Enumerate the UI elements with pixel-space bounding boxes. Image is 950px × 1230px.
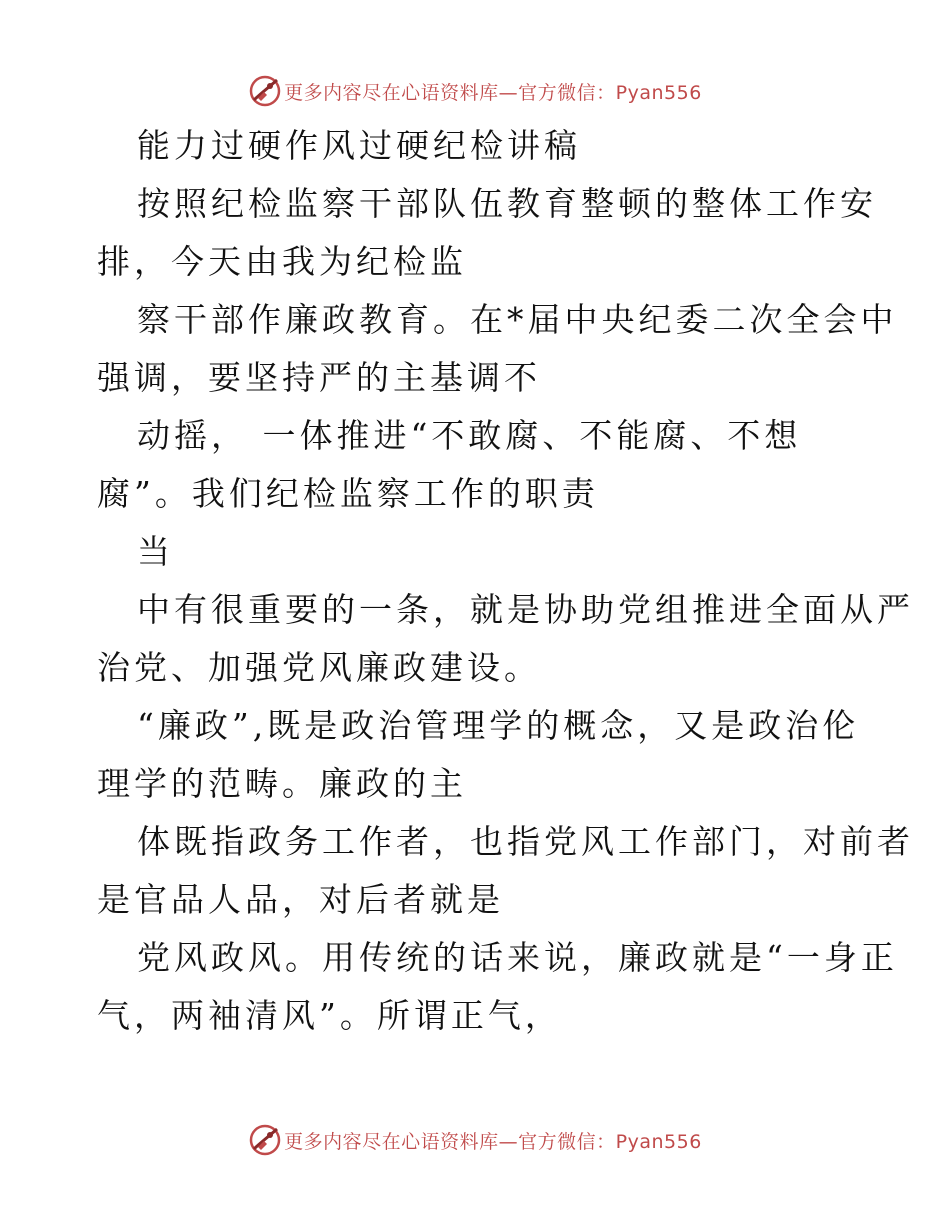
paragraph-line: 强调，要坚持严的主基调不 bbox=[97, 358, 541, 397]
paragraph-line: 动摇， 一体推进“不敢腐、不能腐、不想 bbox=[137, 416, 802, 455]
paragraph-line: 按照纪检监察干部队伍教育整顿的整体工作安 bbox=[137, 184, 877, 223]
paragraph-line: 治党、加强党风廉政建设。 bbox=[97, 648, 541, 687]
paragraph-line: 察干部作廉政教育。在*届中央纪委二次全会中 bbox=[137, 300, 898, 339]
pen-logo-icon bbox=[248, 1123, 282, 1157]
paragraph-line: 理学的范畴。廉政的主 bbox=[97, 764, 467, 803]
paragraph-line: 腐”。我们纪检监察工作的职责 bbox=[97, 474, 599, 513]
paragraph-line: 党风政风。用传统的话来说，廉政就是“一身正 bbox=[137, 938, 898, 977]
paragraph-line: 当 bbox=[137, 532, 174, 571]
pen-logo-icon bbox=[248, 74, 282, 108]
footer-watermark-banner bbox=[0, 1120, 950, 1160]
header-watermark-text: 更多内容尽在心语资料库—官方微信：Pyan556 bbox=[284, 81, 702, 104]
paragraph-line: 体既指政务工作者，也指党风工作部门，对前者 bbox=[137, 822, 914, 861]
paragraph-line: 是官品人品，对后者就是 bbox=[97, 880, 504, 919]
header-watermark-banner bbox=[0, 71, 950, 111]
paragraph-line: 排，今天由我为纪检监 bbox=[97, 242, 467, 281]
paragraph-line: 气，两袖清风”。所谓正气， bbox=[97, 996, 562, 1035]
footer-watermark-text: 更多内容尽在心语资料库—官方微信：Pyan556 bbox=[284, 1130, 702, 1153]
paragraph-line: “廉政”,既是政治管理学的概念，又是政治伦 bbox=[137, 706, 860, 745]
document-title: 能力过硬作风过硬纪检讲稿 bbox=[137, 126, 581, 165]
paragraph-line: 中有很重要的一条，就是协助党组推进全面从严 bbox=[137, 590, 914, 629]
